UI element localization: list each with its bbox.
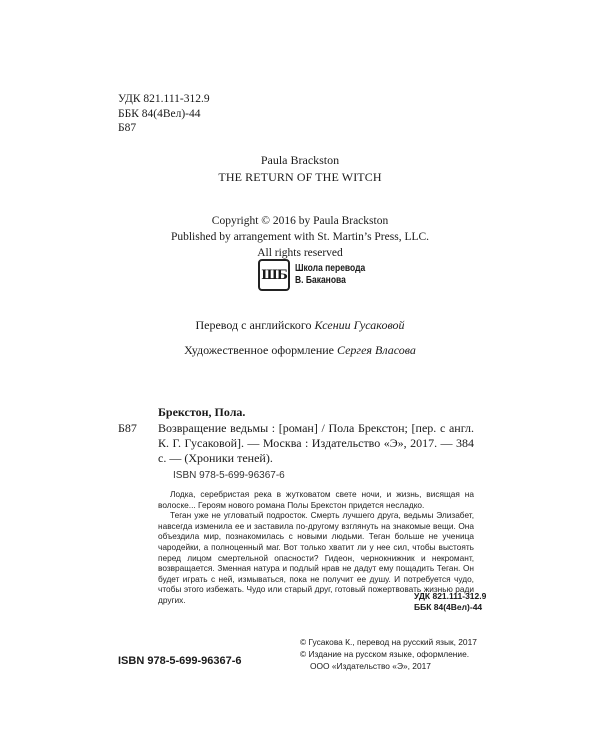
- udk-code-bottom: УДК 821.111-312.9: [414, 591, 487, 601]
- bibliographic-isbn: ISBN 978-5-699-96367-6: [173, 470, 285, 481]
- translation-copyright: © Гусакова К., перевод на русский язык, 2017: [300, 637, 477, 647]
- original-author: Paula Brackston: [260, 153, 340, 167]
- rights-line: All rights reserved: [257, 247, 343, 259]
- logo-text: [295, 263, 365, 287]
- copyright-line: Copyright © 2016 by Paula Brackston: [211, 215, 389, 227]
- bbk-code: ББК 84(4Вел)-44: [118, 107, 201, 120]
- bibliographic-description: Возвращение ведьмы : [роман] / Пола Брекстон; [пер. с англ. К. Г. Гусаковой]. — Москва : Издательство «Э», 2017. — 384 с. — (Хроники теней).: [158, 421, 474, 465]
- author-sign: Б87: [118, 122, 137, 134]
- designer-label: Художественное оформление: [184, 343, 338, 357]
- annotation-paragraph: Теган уже не угловатый подросток. Смерть лучшего друга, ведьмы Элизабет, навсегда изменила ее и заставила по-другому взглянуть на знакомые вещи. Она объездила мир, познакомилась с новыми людьми. Теган больше не ученица чародейки, а полноценный маг. Вот только хватит ли у нее сил, чтобы выстоять перед лицом смертельной опасности? Гидеон, чернокнижник и некромант, возвращается. Зменная натура и подлый нрав не дадут ему пощадить Теган. Он будет играть с ней, измываться, пока не получит ее душу. И потребуется чудо, чтобы этого избежать. Чудо или старый друг, готовый пожертвовать жизнью ради других.: [158, 510, 474, 605]
- udk-code: УДК 821.111-312.9: [118, 93, 210, 105]
- translator-credit: [0, 318, 600, 333]
- translator-label: Перевод с английского: [195, 318, 315, 332]
- bibliographic-code: Б87: [118, 421, 137, 435]
- publisher-logo: [258, 259, 378, 291]
- isbn-main: ISBN 978-5-699-96367-6: [118, 655, 242, 667]
- edition-copyright: © Издание на русском языке, оформление.: [300, 649, 470, 659]
- original-title: THE RETURN OF THE WITCH: [218, 170, 382, 184]
- publisher-copyright: ООО «Издательство «Э», 2017: [310, 661, 431, 671]
- designer-name: Сергея Власова: [337, 343, 416, 357]
- russian-copyrights: [300, 636, 477, 672]
- classification-bottom: [414, 591, 486, 612]
- copyright-block: [0, 213, 600, 261]
- bibliographic-heading: Брекстон, Пола.: [158, 405, 246, 419]
- annotation: [158, 489, 474, 606]
- annotation-paragraph: Лодка, серебристая река в жутковатом свете ночи, и жизнь, висящая на волоске... Героям нового романа Полы Брекстон придется несладко.: [158, 489, 474, 510]
- designer-credit: [0, 343, 600, 358]
- bbk-code-bottom: ББК 84(4Вел)-44: [414, 601, 483, 612]
- logo-line-2: В. Баканова: [295, 275, 346, 286]
- logo-emblem-icon: ШБ: [258, 259, 290, 291]
- classification-block: [118, 92, 210, 136]
- logo-line-1: Школа перевода: [295, 263, 366, 274]
- translator-name: Ксении Гусаковой: [314, 318, 405, 332]
- arrangement-line: Published by arrangement with St. Martin’s Press, LLC.: [170, 231, 430, 243]
